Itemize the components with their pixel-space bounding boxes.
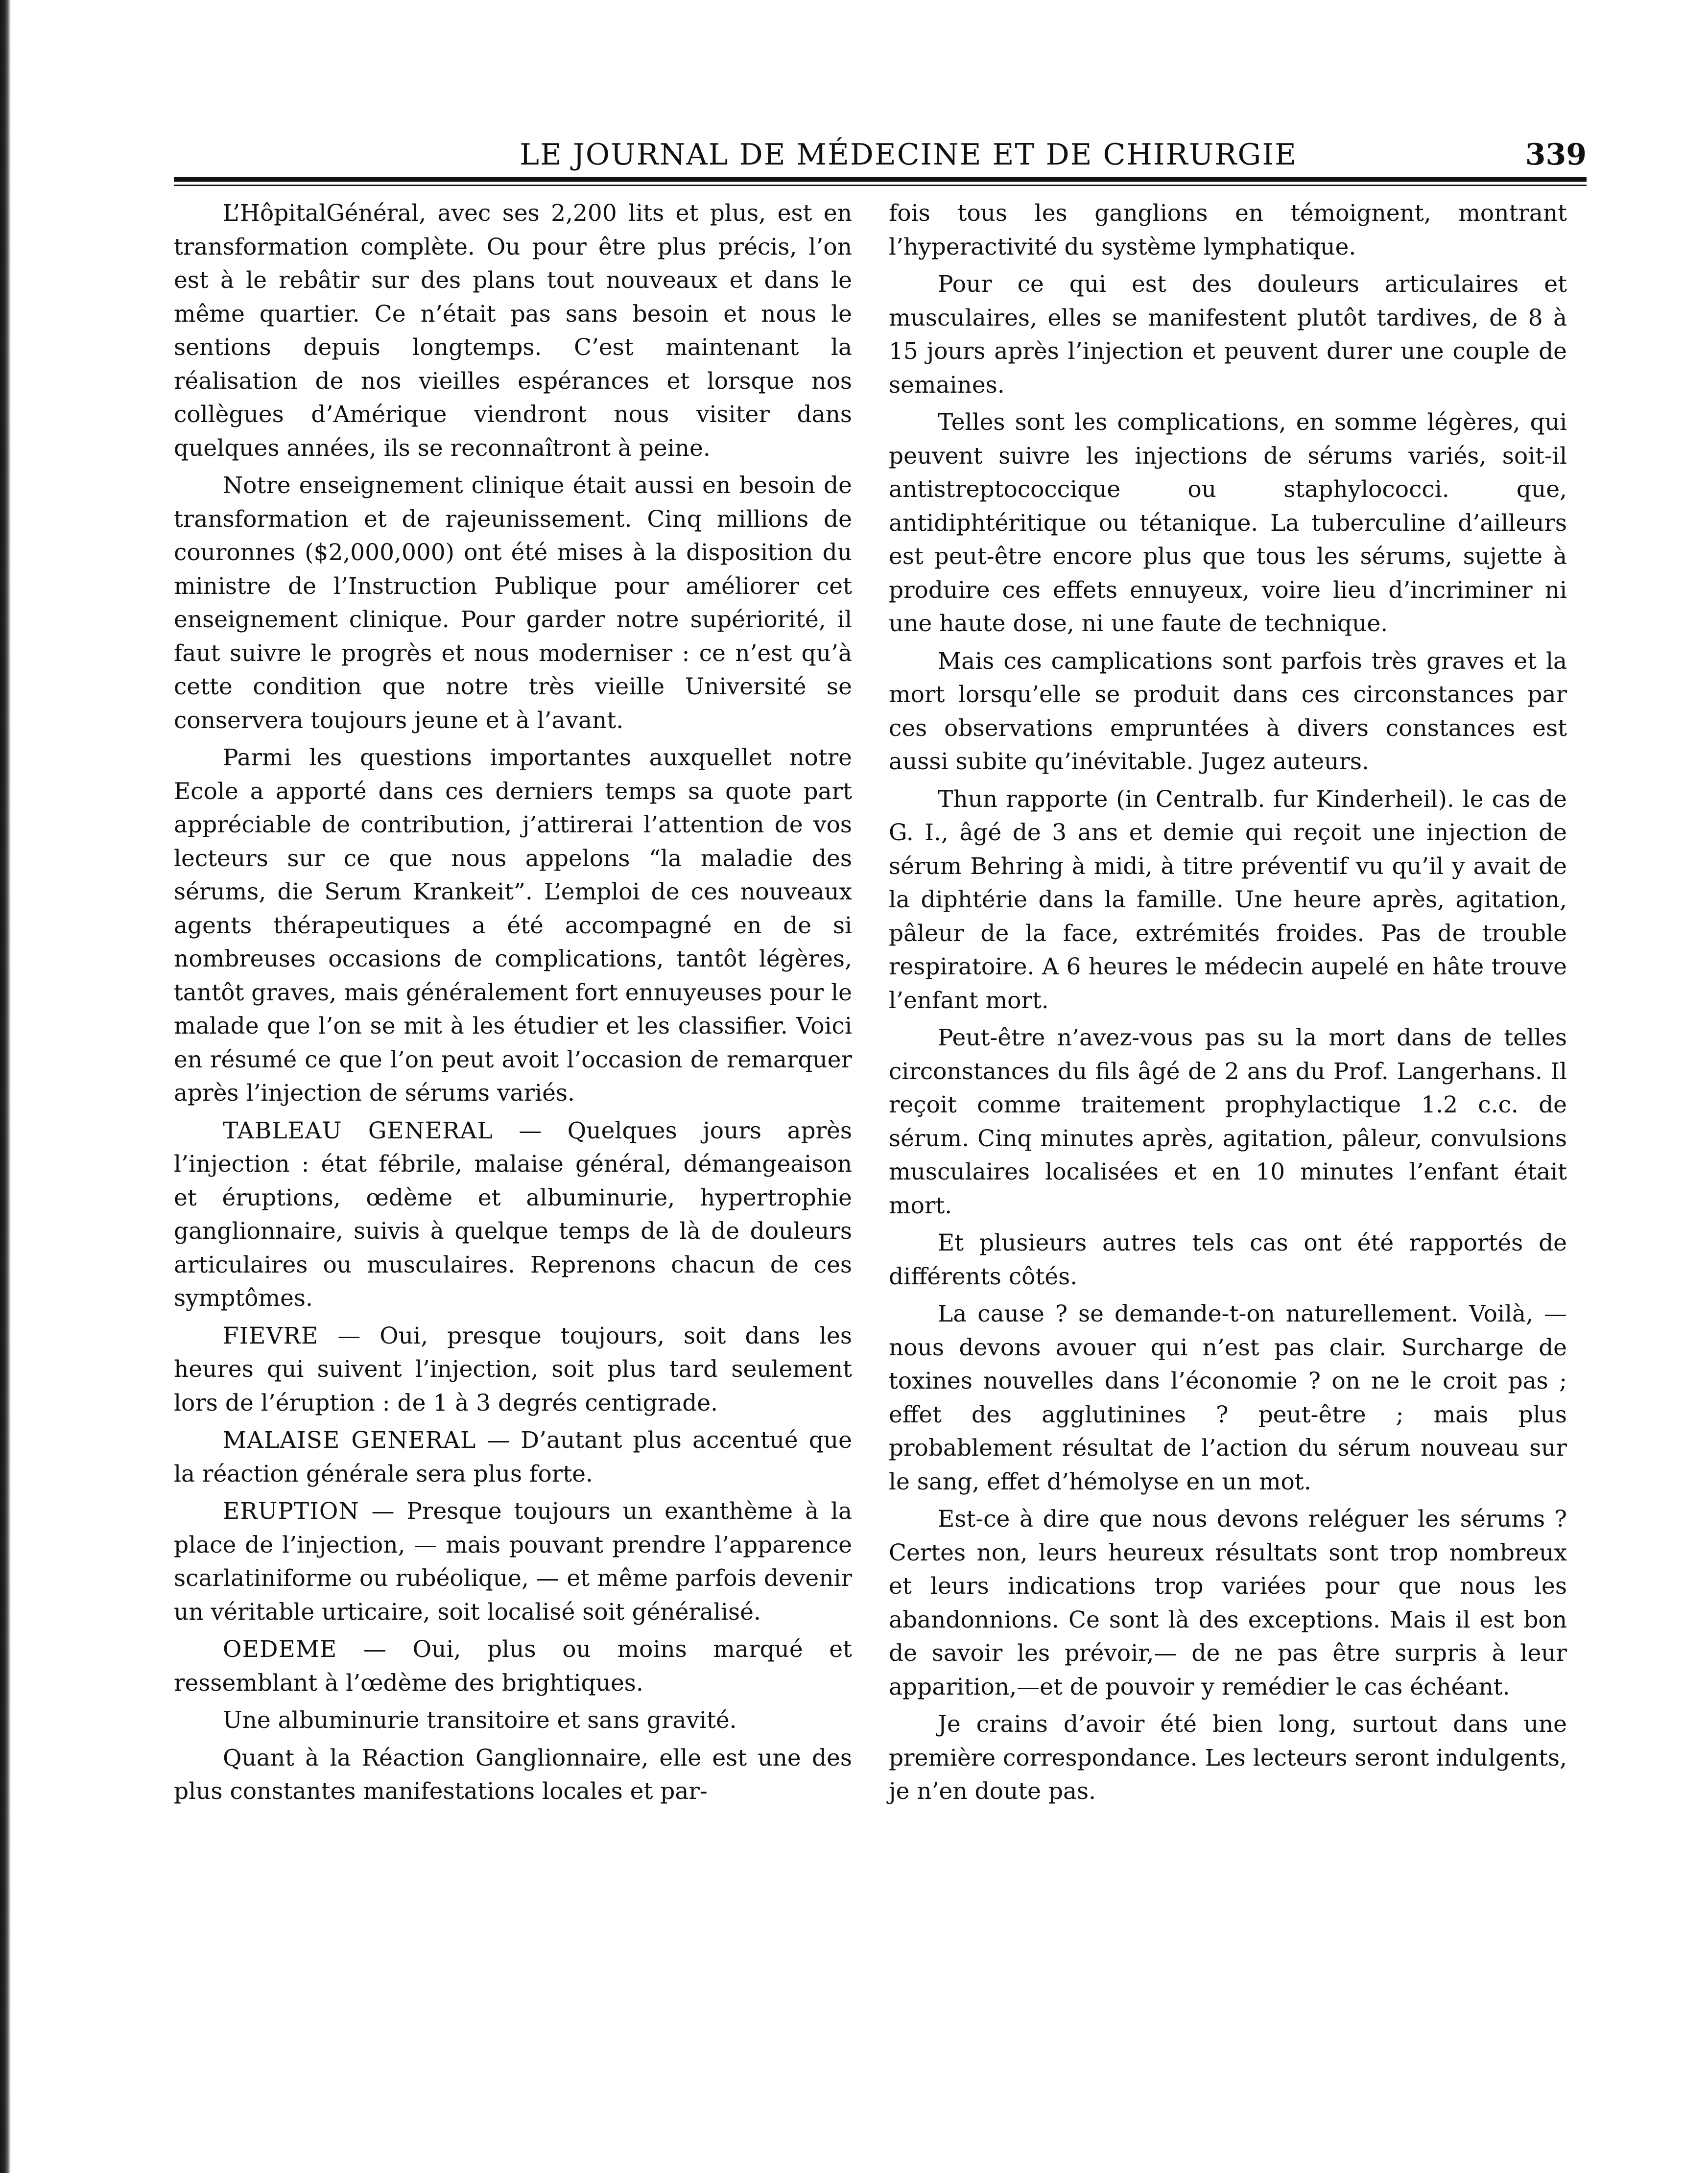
left-column [174, 197, 852, 1813]
paragraph-releguer-serums [889, 1503, 1567, 1704]
paragraph-maladie-des-serums [174, 741, 852, 1110]
paragraph-text: Telles sont les complications, en somme légères, qui peuvent suivre les injections de sérums variés, soit-il antistreptococcique ou staphylococci. que, antidiphtéritique ou tétanique. La tuberculine d’ailleurs est peut-être encore plus que tous les sérums, sujette à produire ces effets ennuyeux, voire lieu d’incriminer ni une haute dose, ni une faute de technique. [889, 409, 1567, 637]
paragraph-text: L’HôpitalGénéral, avec ses 2,200 lits et plus, est en transformation complète. Ou pour être plus précis, l’on est à le rebâtir sur des plans tout nouveaux et dans le même quartier. Ce n’était pas sans besoin et nous le sentions depuis longtemps. C’est maintenant la réalisation de nos vieilles espérances et lorsque nos collègues d’Amérique viendront nous visiter dans quelques années, ils se reconnaîtront à peine. [174, 200, 852, 462]
section-label: OEDEME [223, 1636, 337, 1663]
paragraph-enseignement-clinique [174, 469, 852, 737]
paragraph-oedeme [174, 1633, 852, 1700]
paragraph-text: — Oui, presque toujours, soit dans les heures qui suivent l’injection, soit plus tard seulement lors de l’éruption : de 1 à 3 degrés centigrade. [174, 1322, 852, 1417]
paragraph-text: — Presque toujours un exanthème à la place de l’injection, — mais pouvant prendre l’apparence scarlatiniforme ou rubéolique, — et même parfois devenir un véritable urticaire, soit localisé soit généralisé. [174, 1498, 852, 1626]
paragraph-text: Notre enseignement clinique était aussi en besoin de transformation et de rajeunissement. Cinq millions de couronnes ($2,000,000) ont été mises à la disposition du ministre de l’Instruction Publique pour améliorer cet enseignement clinique. Pour garder notre supériorité, il faut suivre le progrès et nous moderniser : ce n’est qu’à cette condition que notre très vieille Université se conservera toujours jeune et à l’avant. [174, 472, 852, 734]
paragraph-malaise-general [174, 1424, 852, 1491]
running-title: LE JOURNAL DE MÉDECINE ET DE CHIRURGIE [520, 138, 1297, 172]
paragraph-reaction-ganglionnaire [174, 1742, 852, 1809]
paragraph-complications-graves [889, 645, 1567, 779]
paragraph-conclusion [889, 1708, 1567, 1809]
paragraph-text: — D’autant plus accentué que la réaction générale sera plus forte. [174, 1427, 852, 1488]
section-label: ERUPTION [223, 1498, 359, 1525]
paragraph-continuation [889, 197, 1567, 264]
paragraph-text: Quant à la Réaction Ganglionnaire, elle est une des plus constantes manifestations locales et par- [174, 1744, 852, 1805]
section-label: MALAISE GENERAL [223, 1427, 476, 1454]
paragraph-text: Peut-être n’avez-vous pas su la mort dans de telles circonstances du fils âgé de 2 ans du Prof. Langerhans. Il reçoit comme traitement prophylactique 1.2 c.c. de sérum. Cinq minutes après, agitation, pâleur, convulsions musculaires localisées et en 10 minutes l’enfant était mort. [889, 1024, 1567, 1219]
paragraph-text: Mais ces camplications sont parfois très graves et la mort lorsqu’elle se produit dans ces circonstances par ces observations empruntées à divers constances est aussi subite qu’inévitable. Jugez auteurs. [889, 647, 1567, 775]
paragraph-text: Et plusieurs autres tels cas ont été rapportés de différents côtés. [889, 1229, 1567, 1290]
paragraph-text: Pour ce qui est des douleurs articulaires et musculaires, elles se manifestent plutôt tardives, de 8 à 15 jours après l’injection et peuvent durer une couple de semaines. [889, 271, 1567, 399]
paragraph-text: Thun rapporte (in Centralb. fur Kinderheil). le cas de G. I., âgé de 3 ans et demie qui reçoit une injection de sérum Behring à midi, à titre préventif vu qu’il y avait de la diphtérie dans la famille. Une heure après, agitation, pâleur de la face, extrémités froides. Pas de trouble respiratoire. A 6 heures le médecin aupelé en hâte trouve l’enfant mort. [889, 785, 1567, 1014]
header-rule-thick [174, 177, 1587, 182]
paragraph-albuminurie [174, 1704, 852, 1738]
paragraph-text: — Quelques jours après l’injection : état fébrile, malaise général, démangeaison et éruptions, œdème et albuminurie, hypertrophie ganglionnaire, suivis à quelque temps de là de douleurs articulaires ou musculaires. Reprenons chacun de ces symptômes. [174, 1117, 852, 1312]
paragraph-text: — Oui, plus ou moins marqué et ressemblant à l’œdème des brightiques. [174, 1636, 852, 1697]
paragraph-text: Est-ce à dire que nous devons reléguer les sérums ? Certes non, leurs heureux résultats sont trop nombreux et leurs indications trop variées pour que nous les abandonnions. Ce sont là des exceptions. Mais il est bon de savoir les prévoir,— de ne pas être surpris à leur apparition,—et de pouvoir y remédier le cas échéant. [889, 1506, 1567, 1701]
right-column [889, 197, 1567, 1813]
paragraph-fievre [174, 1320, 852, 1420]
section-label: FIEVRE [223, 1322, 319, 1349]
paragraph-langerhans [889, 1021, 1567, 1223]
paragraph-complications [889, 406, 1567, 641]
paragraph-tableau-general [174, 1114, 852, 1316]
paragraph-eruption [174, 1495, 852, 1629]
paragraph-text: Parmi les questions importantes auxquellet notre Ecole a apporté dans ces derniers temps sa quote part appréciable de contribution, j’attirerai l’attention de vos lecteurs sur ce que nous appelons “la maladie des sérums, die Serum Krankeit”. L’emploi de ces nouveaux agents thérapeutiques a été accompagné en de si nombreuses occasions de complications, tantôt légères, tantôt graves, mais généralement fort ennuyeuses pour le malade que l’on se mit à les étudier et les classifier. Voici en résumé ce que l’on peut avoit l’occasion de remarquer après l’injection de sérums variés. [174, 744, 852, 1107]
paragraph-thun [889, 783, 1567, 1018]
paragraph-text: Je crains d’avoir été bien long, surtout dans une première correspondance. Les lecteurs seront indulgents, je n’en doute pas. [889, 1711, 1567, 1805]
header-rule-thin [174, 185, 1587, 186]
paragraph-douleurs [889, 268, 1567, 402]
paragraph-text: La cause ? se demande-t-on naturellement. Voilà, — nous devons avouer qui n’est pas clair. Surcharge de toxines nouvelles dans l’économie ? on ne le croit pas ; effet des agglutinines ? peut-être ; mais plus probablement résultat de l’action du sérum nouveau sur le sang, effet d’hémolyse en un mot. [889, 1300, 1567, 1495]
paragraph-hopital-general [174, 197, 852, 465]
page-binding-edge [0, 0, 11, 2173]
paragraph-autres-cas [889, 1227, 1567, 1294]
page-number: 339 [1525, 138, 1587, 172]
paragraph-la-cause [889, 1298, 1567, 1499]
paragraph-text: fois tous les ganglions en témoignent, montrant l’hyperactivité du système lymphatique. [889, 200, 1567, 260]
paragraph-text: Une albuminurie transitoire et sans gravité. [223, 1707, 737, 1734]
page-header [174, 135, 1587, 174]
section-label: TABLEAU GENERAL [223, 1117, 493, 1144]
